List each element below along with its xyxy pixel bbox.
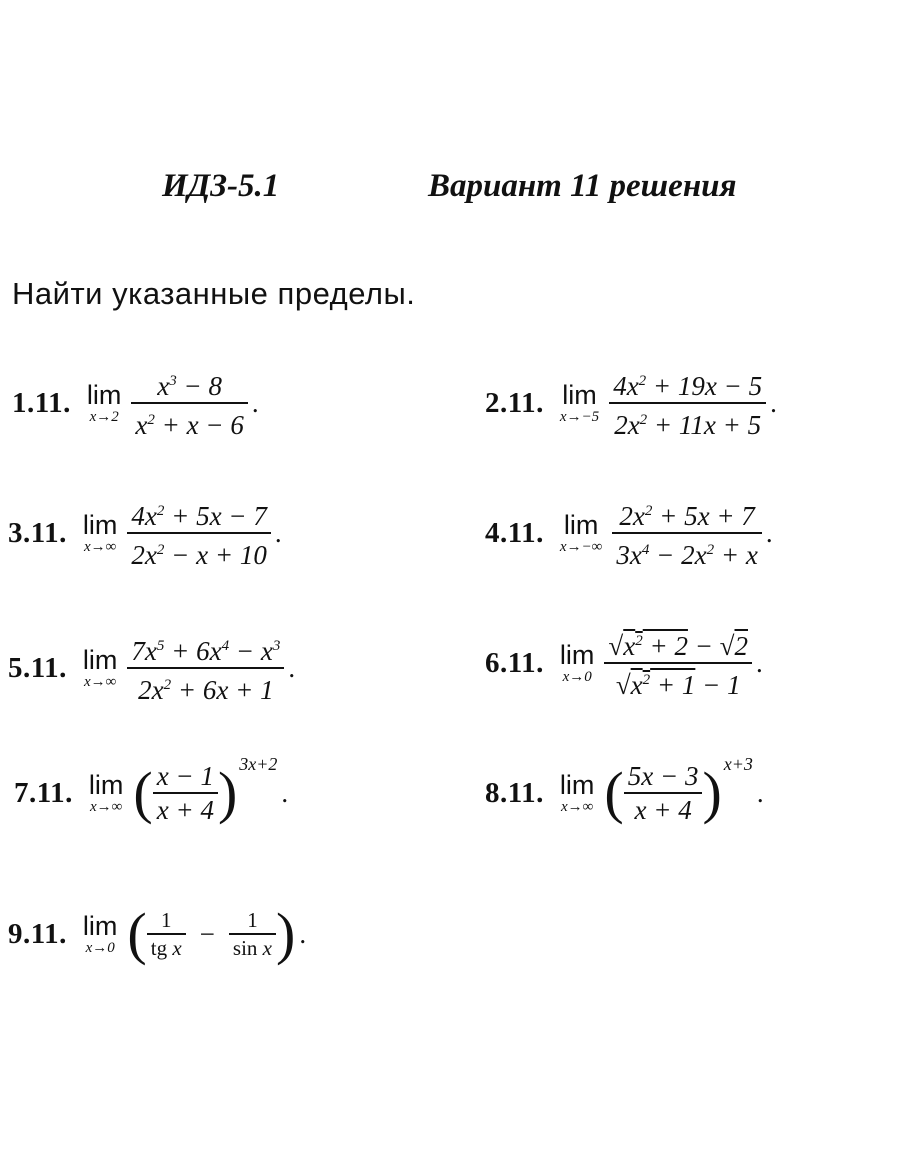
- numerator: 5x − 3: [627, 761, 699, 791]
- limit-subscript: x→∞: [89, 799, 123, 815]
- denominator: $2x^2 - x + 10$: [131, 540, 267, 570]
- fraction: [604, 625, 752, 701]
- problem-number: 5.11.: [8, 651, 67, 684]
- limit-subscript: x→∞: [83, 539, 117, 555]
- numerator: $x^3 - 8$: [157, 371, 222, 401]
- fraction: [624, 760, 703, 826]
- limit-operator: lim x→∞: [559, 770, 595, 815]
- problem-number: 7.11.: [14, 776, 73, 809]
- fraction: [131, 365, 247, 441]
- limit-subscript: x→2: [89, 409, 119, 425]
- problem-1: 1.11. lim x→2 $\frac{x^3 - 8}{x^2 + x - 6}$ .: [12, 365, 259, 441]
- left-paren: (: [127, 901, 147, 966]
- problem-5: 5.11. lim x→∞ $\frac{7x^5 + 6x^4 - x^3}{2x^2 + 6x + 1}$ .: [8, 630, 295, 706]
- fraction: [147, 907, 186, 961]
- limit-operator: lim x→∞: [82, 510, 118, 555]
- denominator: x + 4: [634, 795, 692, 825]
- denominator: $3x^4 - 2x^2 + x$: [616, 540, 758, 570]
- problem-number: 6.11.: [485, 646, 544, 679]
- left-paren: (: [133, 760, 153, 825]
- limit-operator: lim x→−∞: [559, 510, 603, 555]
- problem-number: 9.11.: [8, 917, 67, 950]
- limit-subscript: x→−∞: [559, 539, 603, 555]
- denominator: $√x^2 + 1 - 1$: [615, 670, 741, 700]
- problem-number: 4.11.: [485, 516, 544, 549]
- limit-operator: lim x→−5: [559, 380, 600, 425]
- fraction: [609, 365, 766, 441]
- limit-subscript: x→∞: [83, 674, 117, 690]
- numerator: $4x^2 + 5x - 7$: [131, 501, 267, 531]
- fraction: [612, 495, 761, 571]
- problem-number: 8.11.: [485, 776, 544, 809]
- limit-operator: lim x→2: [86, 380, 122, 425]
- fraction: [127, 630, 284, 706]
- fraction: [229, 907, 276, 961]
- problem-2: 2.11. lim x→−5 $\frac{4x^2 + 19x - 5}{2x^2 + 11x + 5}$ .: [485, 365, 777, 441]
- problem-6: 6.11. lim x→0 $\frac{√x^2 + 2 - √2}{√x^2 + 1 - 1}$ .: [485, 625, 763, 701]
- numerator: $2x^2 + 5x + 7$: [619, 501, 755, 531]
- denominator: $2x^2 + 11x + 5$: [614, 410, 762, 440]
- header-variant: Вариант 11 решения: [428, 168, 737, 204]
- problem-number: 1.11.: [12, 386, 71, 419]
- limit-subscript: x→−5: [559, 409, 600, 425]
- limit-subscript: x→∞: [560, 799, 594, 815]
- limit-operator: lim x→0: [559, 640, 595, 685]
- fraction: [127, 495, 270, 571]
- limit-subscript: x→0: [85, 940, 115, 956]
- fraction: [153, 760, 218, 826]
- limit-operator: lim x→∞: [88, 770, 124, 815]
- numerator: $4x^2 + 19x - 5$: [613, 371, 763, 401]
- denominator: x + 4: [156, 795, 214, 825]
- numerator: $7x^5 + 6x^4 - x^3$: [131, 636, 281, 666]
- denominator: tg x: [150, 936, 182, 960]
- header-code: ИДЗ-5.1: [162, 168, 280, 204]
- denominator: sin x: [232, 936, 272, 960]
- left-paren: (: [604, 760, 624, 825]
- limit-operator: lim x→0: [82, 911, 118, 956]
- denominator: $x^2 + x - 6$: [135, 410, 244, 440]
- problem-4: 4.11. lim x→−∞ $\frac{2x^2 + 5x + 7}{3x^4 - 2x^2 + x}$ .: [485, 495, 773, 571]
- limit-operator: lim x→∞: [82, 645, 118, 690]
- problem-3: 3.11. lim x→∞ $\frac{4x^2 + 5x - 7}{2x^2 - x + 10}$ .: [8, 495, 282, 571]
- numerator: 1: [160, 908, 172, 932]
- exponent: x+3: [723, 754, 753, 774]
- exponent: 3x+2: [239, 754, 278, 774]
- denominator: $2x^2 + 6x + 1$: [138, 675, 274, 705]
- problem-8: 8.11. lim x→∞ ( $\frac{5x - 3}{x + 4}$ ) x+3 .: [485, 754, 764, 825]
- problem-number: 3.11.: [8, 516, 67, 549]
- right-paren: ): [217, 760, 238, 825]
- right-paren: ): [702, 760, 722, 825]
- instruction-text: Найти указанные пределы.: [12, 276, 416, 311]
- problem-9: 9.11. lim x→0 ( $\frac{1}{\text{tg x}}$ − $\frac{1}{\text{sin x}}$ ) .: [8, 901, 307, 966]
- numerator: x − 1: [156, 761, 214, 791]
- limit-subscript: x→0: [562, 669, 592, 685]
- numerator: 1: [247, 908, 258, 932]
- right-paren: ): [275, 901, 296, 966]
- problem-number: 2.11.: [485, 386, 544, 419]
- problem-7: 7.11. lim x→∞ ( $\frac{x - 1}{x + 4}$ ) 3x+2 .: [14, 754, 289, 825]
- numerator: $√x^2 + 2 - √2$: [608, 631, 748, 661]
